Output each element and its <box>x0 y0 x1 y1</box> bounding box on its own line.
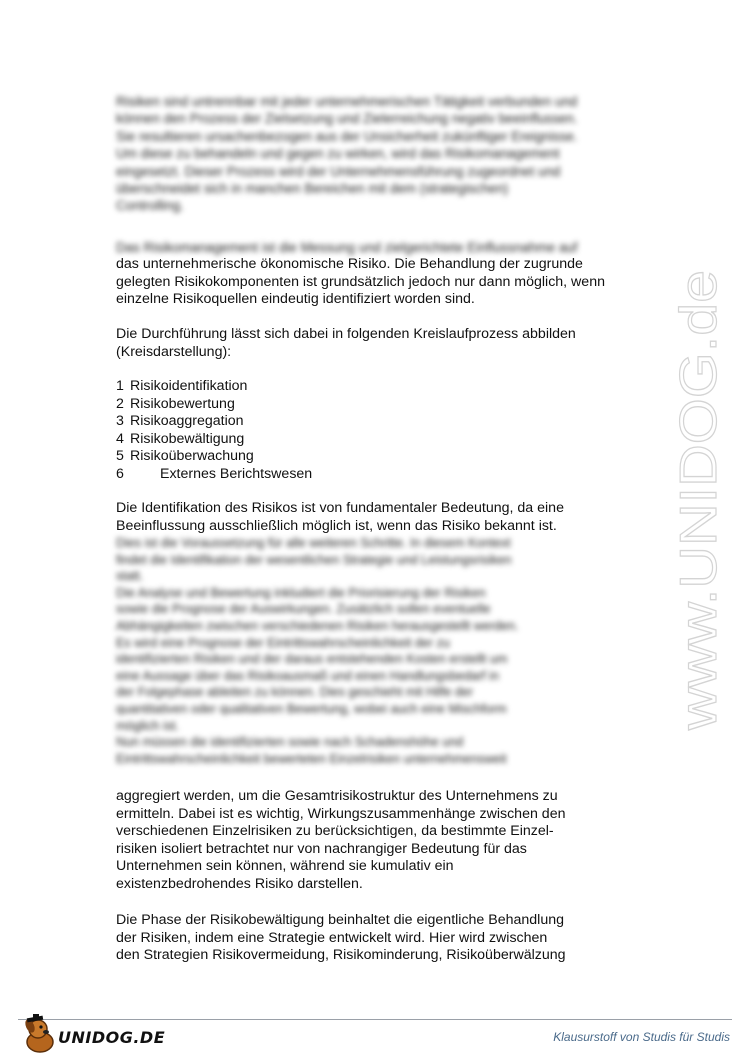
step-number: 4 <box>116 430 124 447</box>
text-line: Unternehmen sein können, während sie kumulativ ein <box>116 858 454 875</box>
text-line: Die Durchführung lässt sich dabei in folgenden Kreislaufprozess abbilden <box>116 326 576 342</box>
step-number: 3 <box>116 413 124 429</box>
list-item <box>116 448 312 466</box>
text-line: aggregiert werden, um die Gesamtrisikostruktur des Unternehmens zu <box>116 788 558 804</box>
text-line: Eintrittswahrscheinlichkeit bewerteten Einzelrisiken unternehmensweit <box>116 751 507 766</box>
blurred-line-para2 <box>116 239 642 256</box>
text-line: risiken isoliert betrachtet nur von nachrangiger Bedeutung für das <box>116 840 527 857</box>
paragraph-3 <box>116 326 642 361</box>
paragraph-6 <box>116 788 642 894</box>
text-line: existenzbedrohendes Risiko darstellen. <box>116 875 363 892</box>
text-line: Risiken sind untrennbar mit jeder unternehmerischen Tätigkeit verbunden und <box>116 94 578 109</box>
list-item <box>116 413 312 431</box>
text-line: Die Analyse und Bewertung inkludiert die Priorisierung der Risiken <box>116 585 486 600</box>
text-line: Nun müssen die identifizierten sowie nach Schadenshöhe und <box>116 735 464 750</box>
text-line: der Folgephase ableiten zu können. Dies geschieht mit Hilfe der <box>116 685 474 700</box>
step-number: 2 <box>116 395 124 412</box>
text-line: Beeinflussung ausschließlich möglich ist, wenn das Risiko bekannt ist. <box>116 517 557 534</box>
text-line: Die Phase der Risikobewältigung beinhaltet die eigentliche Behandlung <box>116 912 565 928</box>
text-line: gelegten Risikokomponenten ist grundsätzlich jedoch nur dann möglich, wenn <box>116 273 605 290</box>
text-line: identifizierten Risiken und der daraus entstehenden Kosten erstellt um <box>116 652 508 667</box>
text-line: einzelne Risikoquellen eindeutig identifiziert worden sind. <box>116 291 475 308</box>
text-line: überschneidet sich in manchen Bereichen mit dem (strategischen) <box>116 181 509 197</box>
watermark-svg <box>646 260 746 740</box>
watermark-text: www.UNIDOG.de <box>670 325 728 730</box>
text-line: ermitteln. Dabei ist es wichtig, Wirkungszusammenhänge zwischen den <box>116 805 566 822</box>
step-label: Risikoidentifikation <box>129 378 248 394</box>
step-label: Risikobewältigung <box>129 430 245 447</box>
paragraph-2 <box>116 256 642 309</box>
text-line: quantitativen oder qualitativen Bewertung, wobei auch eine Mischform <box>116 701 507 716</box>
text-line: Abhängigkeiten zwischen verschiedenen Risiken herausgestellt werden. <box>116 618 519 633</box>
paragraph-7 <box>116 912 642 965</box>
text-line: (Kreisdarstellung): <box>116 343 232 360</box>
list-item <box>116 431 312 449</box>
text-line: Das Risikomanagement ist die Messung und zielgerichtete Einflussnahme auf <box>116 240 578 255</box>
blurred-paragraph-5 <box>116 535 642 767</box>
text-line: Dies ist die Voraussetzung für alle weiteren Schritte. In diesem Kontext <box>116 536 511 550</box>
step-number: 1 <box>116 378 124 394</box>
text-line: das unternehmerische ökonomische Risiko. Die Behandlung der zugrunde <box>116 256 583 272</box>
text-line: eine Aussage über das Risikoausmaß und einen Handlungsbedarf in <box>116 668 499 683</box>
watermark <box>646 260 746 740</box>
text-line: statt. <box>116 569 144 584</box>
text-line: sowie die Prognose der Auswirkungen. Zusätzlich sollen eventuelle <box>116 602 491 617</box>
step-label: Risikoüberwachung <box>129 448 254 464</box>
step-number: 5 <box>116 448 124 464</box>
text-line: möglich ist. <box>116 718 179 733</box>
text-line: findet die Identifikation der wesentlichen Strategie und Leistungsrisiken <box>116 552 512 567</box>
list-item <box>116 396 312 414</box>
text-line: Sie resultieren ursachenbezogen aus der Unsicherheit zukünftiger Ereignisse. <box>116 128 578 144</box>
dog-mascot-icon <box>18 1014 62 1054</box>
process-steps-list <box>116 378 312 483</box>
step-number: 6 <box>116 465 124 482</box>
step-label: Risikobewertung <box>129 395 235 412</box>
step-label: Externes Berichtswesen <box>160 465 313 482</box>
text-line: können den Prozess der Zielsetzung und Zielerreichung negativ beeinflussen. <box>116 111 578 127</box>
blurred-paragraph-1 <box>116 93 642 215</box>
paragraph-4 <box>116 500 642 535</box>
text-line: Es wird eine Prognose der Eintrittswahrscheinlichkeit der zu <box>116 635 450 650</box>
text-line: der Risiken, indem eine Strategie entwickelt wird. Hier wird zwischen <box>116 929 548 946</box>
list-item <box>116 378 312 396</box>
text-line: verschiedenen Einzelrisiken zu berücksichtigen, da bestimmte Einzel- <box>116 823 554 840</box>
footer-tagline: Klausurstoff von Studis für Studis <box>553 1030 730 1044</box>
text-line: den Strategien Risikovermeidung, Risikominderung, Risikoüberwälzung <box>116 947 566 964</box>
text-line: Um diese zu behandeln und gegen zu wirken, wird das Risikomanagement <box>116 146 560 162</box>
text-line: eingesetzt. Dieser Prozess wird der Unternehmensführung zugeordnet und <box>116 163 561 179</box>
text-line: Die Identifikation des Risikos ist von fundamentaler Bedeutung, da eine <box>116 500 564 516</box>
step-label: Risikoaggregation <box>129 413 244 429</box>
text-line: Controlling. <box>116 198 184 214</box>
logo-text: UNIDOG.DE <box>58 1028 166 1047</box>
list-item <box>116 466 312 484</box>
